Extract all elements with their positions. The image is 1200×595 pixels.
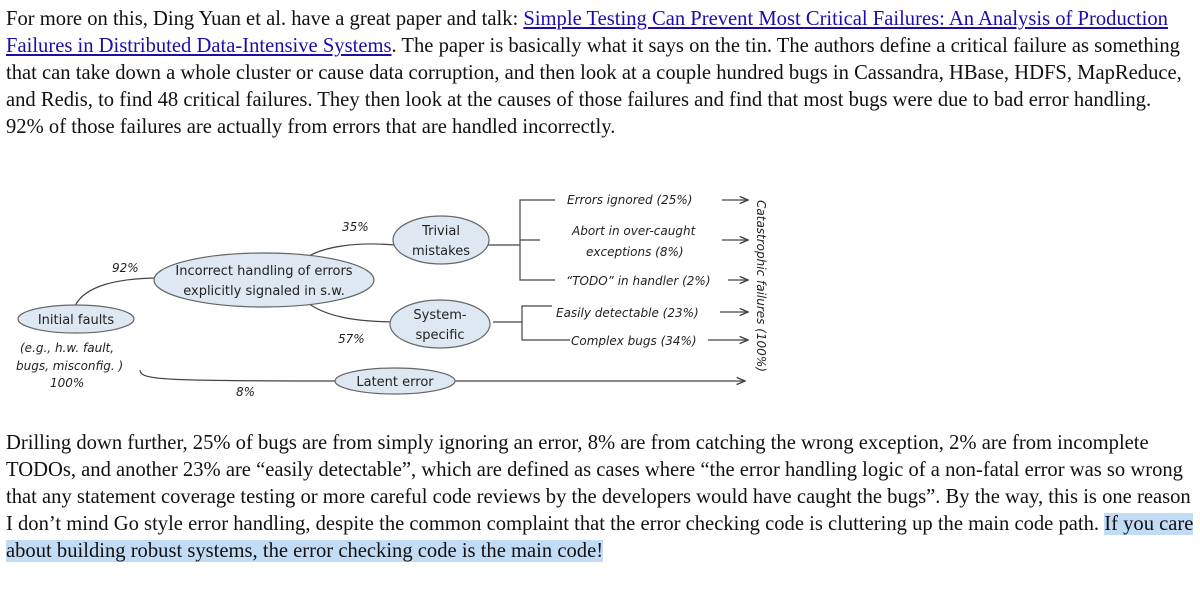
flow-line xyxy=(140,370,345,381)
flow-line xyxy=(75,278,160,306)
analysis-text: Drilling down further, 25% of bugs are from simply ignoring an error, 8% are from catching the wrong exception, 2% are from incomplete TODOs, and another 23% are “easily detectable”, which are defined as cases where “the error handling logic of a non-fatal error was so wrong that any statement coverage testing or more careful code reviews by the developers would have caught the bugs”. By the way, this is one reason I don’t mind Go style error handling, despite the common complaint that the error checking code is cluttering up the main code path. xyxy=(6,432,1191,535)
latent-error-label: Latent error xyxy=(356,375,434,390)
analysis-paragraph xyxy=(6,430,1194,565)
initial-faults-percent: 100% xyxy=(50,376,85,390)
intro-paragraph xyxy=(6,6,1194,141)
failure-analysis-diagram xyxy=(0,180,1200,425)
intro-rest-text: . The paper is basically what it says on the tin. The authors define a critical failure as something that can take down a whole cluster or cause data corruption, and then look at a couple hundred bugs in Cassandra, HBase, HDFS, MapReduce, and Redis, to find 48 critical failures. They then look at the causes of those failures and find that most bugs were due to bad error handling. 92% of those failures are actually from errors that are handled incorrectly. xyxy=(6,35,1182,138)
highlighted-text: If you care about building robust systems, the error checking code is the main code! xyxy=(6,513,1194,562)
trivial-mistakes-label: Trivial xyxy=(422,224,460,239)
initial-faults-label: Initial faults xyxy=(37,313,115,328)
easily-detectable-label: Easily detectable (23%) xyxy=(556,306,699,320)
paper-link[interactable]: Simple Testing Can Prevent Most Critical Failures: An Analysis of Production Failures in Distributed Data-Intensive Systems xyxy=(6,8,1168,57)
percent-label-92: 92% xyxy=(112,261,139,275)
abort-over-caught-label: exceptions (8%) xyxy=(586,245,684,259)
trivial-mistakes-label: mistakes xyxy=(412,244,470,259)
intro-text: For more on this, Ding Yuan et al. have a great paper and talk: xyxy=(6,8,524,30)
todo-handler-label: “TODO” in handler (2%) xyxy=(566,274,711,288)
errors-ignored-label: Errors ignored (25%) xyxy=(567,193,693,207)
percent-label-57: 57% xyxy=(338,332,365,346)
initial-faults-note: (e.g., h.w. fault, xyxy=(20,341,115,355)
percent-label-35: 35% xyxy=(342,220,369,234)
percent-label-8: 8% xyxy=(236,385,256,399)
abort-over-caught-label: Abort in over-caught xyxy=(572,224,696,238)
system-specific-label: System- xyxy=(413,308,467,323)
complex-bugs-label: Complex bugs (34%) xyxy=(571,334,697,348)
system-specific-label: specific xyxy=(415,328,465,343)
incorrect-handling-label: explicitly signaled in s.w. xyxy=(183,284,345,299)
initial-faults-note: bugs, misconfig. ) xyxy=(16,359,124,373)
incorrect-handling-label: Incorrect handling of errors xyxy=(175,264,353,279)
catastrophic-failures-label: Catastrophic failures (100%) xyxy=(754,200,768,372)
